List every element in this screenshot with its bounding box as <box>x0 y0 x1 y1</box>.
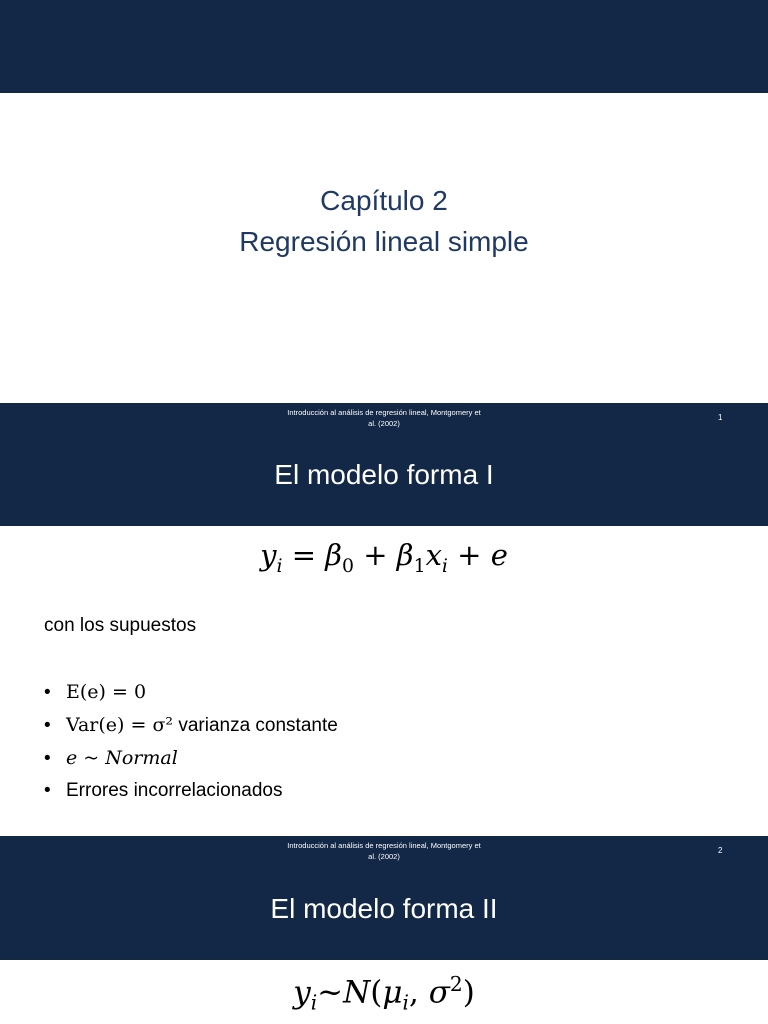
assumption-uncorrelated: Errores incorrelacionados <box>66 780 283 801</box>
bullet-icon: • <box>44 715 51 736</box>
slide2-footer-line1: Introducción al análisis de regresión lineal, Montgomery et <box>287 841 481 850</box>
assumption-mean-zero: E(e) = 0 <box>66 681 147 703</box>
bullet-icon: • <box>44 748 51 769</box>
slide3-title: El modelo forma II <box>270 893 498 924</box>
bullet-icon: • <box>44 682 51 703</box>
slide2-footer-line2: al. (2002) <box>368 852 400 861</box>
bullet-icon: • <box>44 780 51 801</box>
list-item <box>44 744 338 777</box>
assumption-normal: e ~ Normal <box>66 747 178 769</box>
model-formula-1: $y_i = \beta_0 + \beta_1x_i + e$ <box>260 538 508 577</box>
slide2-page-number: 2 <box>718 846 723 855</box>
slide1-footer-line2: al. (2002) <box>368 419 400 428</box>
list-item <box>44 711 338 744</box>
slide1-footer-line1: Introducción al análisis de regresión lineal, Montgomery et <box>287 408 481 417</box>
slide2-title: El modelo forma I <box>274 459 494 490</box>
slide1-title <box>0 180 768 262</box>
assumptions-list <box>44 678 338 810</box>
slide2-footer <box>0 840 768 862</box>
assumption-variance: Var(e) = σ² <box>66 714 174 736</box>
assumptions-intro: con los supuestos <box>44 615 197 636</box>
list-item <box>44 678 338 711</box>
slide1-footer <box>0 407 768 429</box>
assumption-variance-text: varianza constante <box>178 715 338 736</box>
slide1-header-band <box>0 0 768 93</box>
slide1-title-line1: Capítulo 2 <box>320 185 448 216</box>
slide1-title-line2: Regresión lineal simple <box>239 226 529 257</box>
model-formula-2: $y_i\sim N(\mu_i$, $\sigma^2$) <box>293 972 475 1015</box>
slide1-page-number: 1 <box>718 413 723 422</box>
list-item <box>44 777 338 810</box>
